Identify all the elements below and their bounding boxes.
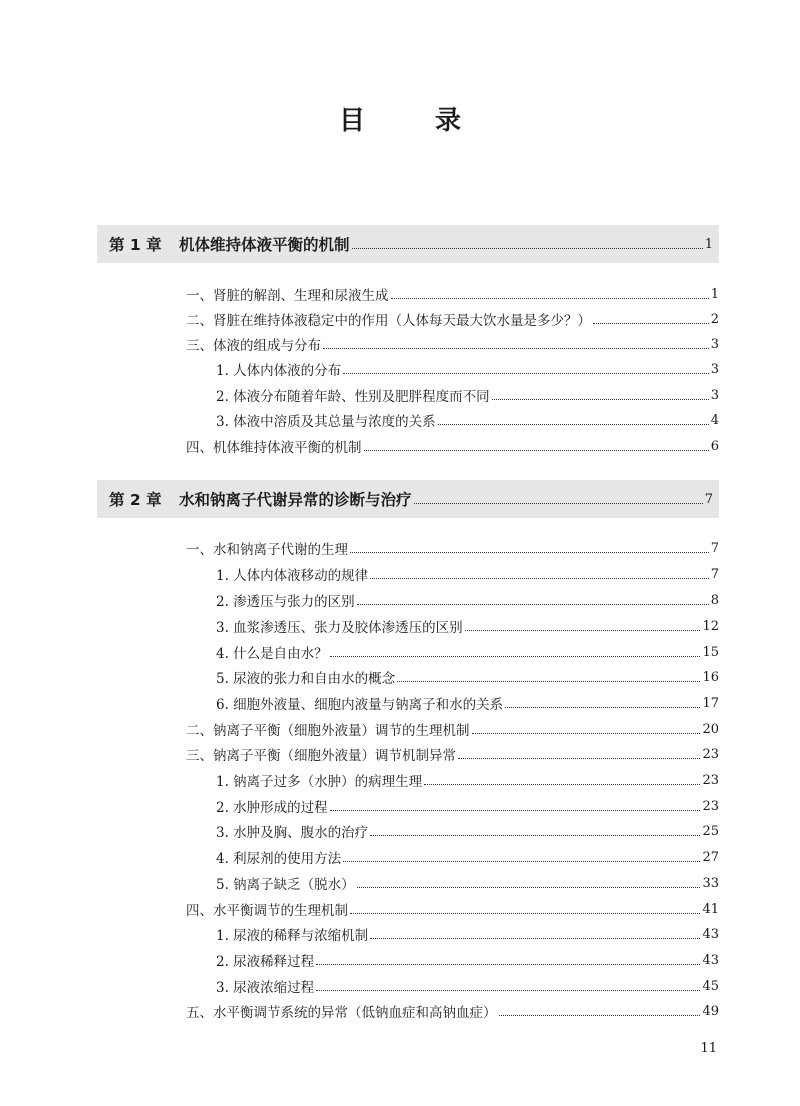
dot-leader xyxy=(352,248,703,249)
dot-leader xyxy=(414,503,703,504)
dot-leader xyxy=(350,552,709,553)
toc-entry-page: 3 xyxy=(710,387,719,403)
dot-leader xyxy=(465,630,701,631)
page-number: 11 xyxy=(700,1041,717,1056)
dot-leader xyxy=(370,578,709,579)
toc-entry[interactable] xyxy=(186,333,719,355)
toc-entry-text: 3. 体液中溶质及其总量与浓度的关系 xyxy=(216,414,436,430)
toc-entry-page: 49 xyxy=(702,1003,719,1019)
dot-leader xyxy=(364,450,709,451)
toc-entry[interactable] xyxy=(186,743,719,765)
toc-entry[interactable] xyxy=(216,923,719,945)
toc-entry-text: 3. 尿液浓缩过程 xyxy=(216,980,315,996)
toc-entry-page: 33 xyxy=(702,875,719,891)
toc-entry-page: 7 xyxy=(710,540,719,556)
toc-entry-text: 3. 血浆渗透压、张力及胶体渗透压的区别 xyxy=(216,620,463,636)
toc-entry-page: 16 xyxy=(702,669,719,685)
dot-leader xyxy=(343,861,700,862)
toc-entry-page: 23 xyxy=(702,746,719,762)
toc-entry-page: 7 xyxy=(710,566,719,582)
chapter-page: 1 xyxy=(704,236,713,252)
toc-entry-text: 4. 什么是自由水？ xyxy=(216,646,328,662)
toc-entry-text: 5. 钠离子缺乏（脱水） xyxy=(216,877,355,893)
toc-entry[interactable] xyxy=(216,615,719,637)
toc-entry-text: 四、水平衡调节的生理机制 xyxy=(186,903,348,919)
toc-entry-text: 1. 人体内体液移动的规律 xyxy=(216,568,369,584)
dot-leader xyxy=(370,835,700,836)
toc-entry[interactable] xyxy=(216,641,719,663)
dot-leader xyxy=(492,399,709,400)
dot-leader xyxy=(458,758,700,759)
dot-leader xyxy=(370,938,700,939)
toc-entry-page: 27 xyxy=(702,849,719,865)
toc-entry[interactable] xyxy=(216,666,719,688)
toc-entry-text: 5. 尿液的张力和自由水的概念 xyxy=(216,671,396,687)
dot-leader xyxy=(330,656,701,657)
toc-entry[interactable] xyxy=(186,283,719,305)
toc-entry-page: 4 xyxy=(710,412,719,428)
toc-entry-text: 4. 利尿剂的使用方法 xyxy=(216,851,342,867)
toc-entry[interactable] xyxy=(216,384,719,406)
toc-entry[interactable] xyxy=(216,692,719,714)
toc-entry-page: 8 xyxy=(710,592,719,608)
toc-entry[interactable] xyxy=(186,898,719,920)
toc-entry[interactable] xyxy=(216,846,719,868)
dot-leader xyxy=(316,964,700,965)
dot-leader xyxy=(343,373,709,374)
dot-leader xyxy=(397,681,700,682)
toc-entry[interactable] xyxy=(216,358,719,380)
toc-entry[interactable] xyxy=(216,820,719,842)
toc-entry[interactable] xyxy=(216,589,719,611)
toc-entry-text: 二、钠离子平衡（细胞外液量）调节的生理机制 xyxy=(186,723,470,739)
dot-leader xyxy=(391,298,709,299)
toc-entry-text: 二、肾脏在维持体液稳定中的作用（人体每天最大饮水量是多少？） xyxy=(186,313,591,329)
toc-entry[interactable] xyxy=(216,795,719,817)
toc-entry[interactable] xyxy=(216,975,719,997)
toc-entry[interactable] xyxy=(216,949,719,971)
dot-leader xyxy=(330,810,701,811)
toc-entry-page: 45 xyxy=(702,978,719,994)
toc-entry[interactable] xyxy=(186,308,719,330)
toc-entry-page: 20 xyxy=(702,721,719,737)
chapter-page: 7 xyxy=(704,491,713,507)
toc-entry-page: 1 xyxy=(710,286,719,302)
toc-entry-page: 3 xyxy=(710,361,719,377)
dot-leader xyxy=(357,604,709,605)
dot-leader xyxy=(424,784,700,785)
toc-entry-page: 15 xyxy=(702,644,719,660)
toc-entry-text: 6. 细胞外液量、细胞内液量与钠离子和水的关系 xyxy=(216,697,504,713)
toc-entry[interactable] xyxy=(186,537,719,559)
toc-entry-page: 2 xyxy=(710,311,719,327)
dot-leader xyxy=(357,887,701,888)
toc-entry-page: 41 xyxy=(702,901,719,917)
page-title: 目 录 xyxy=(338,106,483,136)
toc-entry-page: 23 xyxy=(702,798,719,814)
toc-entry[interactable] xyxy=(216,409,719,431)
toc-entry-page: 3 xyxy=(710,336,719,352)
dot-leader xyxy=(350,913,700,914)
chapter-1-heading[interactable] xyxy=(97,225,719,263)
toc-entry-text: 1. 尿液的稀释与浓缩机制 xyxy=(216,928,369,944)
chapter-title: 机体维持体液平衡的机制 xyxy=(179,236,350,254)
toc-entry-text: 一、肾脏的解剖、生理和尿液生成 xyxy=(186,288,389,304)
toc-entry-text: 2. 尿液稀释过程 xyxy=(216,954,315,970)
toc-entry-text: 一、水和钠离子代谢的生理 xyxy=(186,542,348,558)
chapter-number: 第 1 章 xyxy=(109,236,162,254)
toc-entry-text: 五、水平衡调节系统的异常（低钠血症和高钠血症） xyxy=(186,1005,497,1021)
toc-entry-text: 三、体液的组成与分布 xyxy=(186,338,321,354)
toc-entry[interactable] xyxy=(216,769,719,791)
toc-entry[interactable] xyxy=(186,718,719,740)
toc-entry-text: 2. 渗透压与张力的区别 xyxy=(216,594,355,610)
toc-entry-page: 17 xyxy=(702,695,719,711)
toc-entry-page: 23 xyxy=(702,772,719,788)
dot-leader xyxy=(316,990,700,991)
toc-entry-text: 1. 钠离子过多（水肿）的病理生理 xyxy=(216,774,423,790)
toc-entry-page: 43 xyxy=(702,926,719,942)
toc-entry-text: 三、钠离子平衡（细胞外液量）调节机制异常 xyxy=(186,748,456,764)
toc-entry-page: 25 xyxy=(702,823,719,839)
dot-leader xyxy=(472,733,701,734)
toc-entry-text: 2. 体液分布随着年龄、性别及肥胖程度而不同 xyxy=(216,389,490,405)
toc-entry[interactable] xyxy=(186,1000,719,1022)
chapter-title: 水和钠离子代谢异常的诊断与治疗 xyxy=(179,491,412,509)
dot-leader xyxy=(505,707,700,708)
chapter-2-heading[interactable] xyxy=(97,480,719,518)
toc-entry[interactable] xyxy=(216,872,719,894)
toc-entry-text: 四、机体维持体液平衡的机制 xyxy=(186,440,362,456)
dot-leader xyxy=(499,1015,701,1016)
chapter-number: 第 2 章 xyxy=(109,491,162,509)
toc-entry-page: 43 xyxy=(702,952,719,968)
dot-leader xyxy=(438,424,709,425)
toc-entry[interactable] xyxy=(186,435,719,457)
dot-leader xyxy=(593,323,709,324)
toc-entry-text: 2. 水肿形成的过程 xyxy=(216,800,328,816)
toc-entry[interactable] xyxy=(216,563,719,585)
toc-entry-text: 1. 人体内体液的分布 xyxy=(216,363,342,379)
toc-entry-text: 3. 水肿及胸、腹水的治疗 xyxy=(216,825,369,841)
dot-leader xyxy=(323,348,709,349)
toc-entry-page: 12 xyxy=(702,618,719,634)
toc-entry-page: 6 xyxy=(710,438,719,454)
